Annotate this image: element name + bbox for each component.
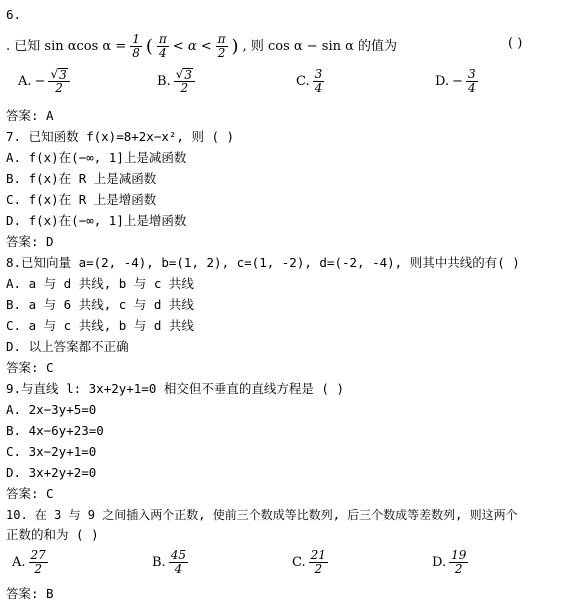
q6-answer: 答案: A (6, 108, 54, 123)
q6-option-d-label: D. (435, 74, 450, 89)
q7-answer: 答案: D (6, 234, 54, 249)
q6-coef-num: 1 (132, 32, 140, 46)
q10-answer: 答案: B (6, 586, 54, 601)
q6-option-a-fraction: √ 3 2 (48, 68, 69, 95)
q6-option-c-num: 3 (314, 67, 323, 81)
q8-option-d: D. 以上答案都不正确 (6, 339, 129, 354)
q6-cond-right-fraction (216, 33, 228, 60)
q10-option-a-fraction (29, 549, 48, 576)
q10-stem-line2: 正数的和为 ( ) (6, 527, 99, 542)
q7-option-a: A. f(x)在(−∞, 1]上是减函数 (6, 150, 187, 165)
q6-option-a-sign: − (34, 74, 46, 89)
q6-option-d (435, 68, 478, 95)
q10-option-d-den: 2 (454, 562, 463, 576)
q6-cond-left-den: 4 (159, 46, 167, 60)
q10-option-a-label: A. (12, 555, 26, 570)
q6-option-b-num: 3 (184, 68, 192, 82)
q10-option-b-label: B. (152, 555, 166, 570)
q8-option-c: C. a 与 c 共线, b 与 d 共线 (6, 318, 194, 333)
q6-option-d-den: 4 (468, 81, 476, 95)
q8-answer: 答案: C (6, 360, 54, 375)
q10-option-d (432, 549, 468, 576)
q10-option-a (12, 549, 48, 576)
q6-option-c (296, 68, 324, 95)
q9-answer: 答案: C (6, 486, 54, 501)
q10-option-b-num: 45 (170, 548, 186, 562)
q6-option-b-label: B. (157, 74, 171, 89)
q6-option-c-fraction (313, 68, 325, 95)
q6-cond-right-den: 2 (217, 46, 226, 60)
q6-option-a (18, 68, 70, 95)
q10-option-d-num: 19 (451, 548, 467, 562)
q6-answer-paren: ( ) (508, 36, 523, 51)
q10-option-a-num: 27 (30, 548, 46, 562)
q6-cond-left-fraction (157, 33, 169, 60)
q6-cond-left-num: π (158, 32, 167, 46)
q10-option-d-label: D. (432, 555, 447, 570)
q10-option-a-den: 2 (34, 562, 42, 576)
q7-option-b: B. f(x)在 R 上是减函数 (6, 171, 157, 186)
q6-cond-open: ( (145, 35, 153, 57)
q6-stem-suffix: , 则 cos α − sin α 的值为 (242, 38, 398, 54)
q6-cond-mid: < α < (172, 38, 212, 54)
q8-stem: 8.已知向量 a=(2, -4), b=(1, 2), c=(1, -2), d=(-2, -4), 则其中共线的有( ) (6, 255, 520, 270)
q6-option-b-den: 2 (180, 81, 189, 95)
q6-option-b (157, 68, 195, 95)
q6-option-d-fraction (466, 68, 478, 95)
q9-option-c: C. 3x−2y+1=0 (6, 444, 97, 459)
q6-option-a-den: 2 (55, 81, 63, 95)
q7-stem: 7. 已知函数 f(x)=8+2x−x², 则 ( ) (6, 129, 235, 144)
q6-option-a-label: A. (18, 74, 32, 89)
q6-number: 6. (6, 7, 22, 22)
q6-option-b-fraction: √ 3 2 (174, 68, 195, 95)
q10-option-c (292, 549, 328, 576)
q10-option-c-fraction (309, 549, 328, 576)
q9-option-a: A. 2x−3y+5=0 (6, 402, 97, 417)
q6-coef-fraction (130, 33, 142, 60)
q6-option-d-sign: − (452, 74, 463, 89)
q6-cond-close: ) (231, 35, 239, 57)
q7-option-c: C. f(x)在 R 上是增函数 (6, 192, 157, 207)
q10-option-c-den: 2 (314, 562, 323, 576)
q6-coef-den: 8 (132, 46, 140, 60)
q10-option-c-num: 21 (310, 548, 326, 562)
q6-option-d-num: 3 (468, 67, 476, 81)
q8-option-b: B. a 与 6 共线, c 与 d 共线 (6, 297, 194, 312)
q10-option-b (152, 549, 188, 576)
q10-option-b-den: 4 (174, 562, 183, 576)
q10-stem-line1: 10. 在 3 与 9 之间插入两个正数, 使前三个数成等比数列, 后三个数成等差数列, 则这两个 (6, 508, 518, 522)
q10-option-c-label: C. (292, 555, 306, 570)
q6-stem-prefix: . 已知 sin αcos α = (6, 38, 127, 54)
q9-stem: 9.与直线 l: 3x+2y+1=0 相交但不垂直的直线方程是 ( ) (6, 381, 345, 396)
q6-option-c-label: C. (296, 74, 310, 89)
q9-option-b: B. 4x−6y+23=0 (6, 423, 104, 438)
q6-option-c-den: 4 (314, 81, 323, 95)
q10-option-d-fraction (449, 549, 468, 576)
q8-option-a: A. a 与 d 共线, b 与 c 共线 (6, 276, 194, 291)
q7-option-d: D. f(x)在(−∞, 1]上是增函数 (6, 213, 187, 228)
q6-stem (6, 33, 397, 60)
q6-cond-right-num: π (217, 32, 226, 46)
q6-option-a-num: 3 (59, 68, 67, 82)
q10-option-b-fraction (169, 549, 188, 576)
q9-option-d: D. 3x+2y+2=0 (6, 465, 97, 480)
